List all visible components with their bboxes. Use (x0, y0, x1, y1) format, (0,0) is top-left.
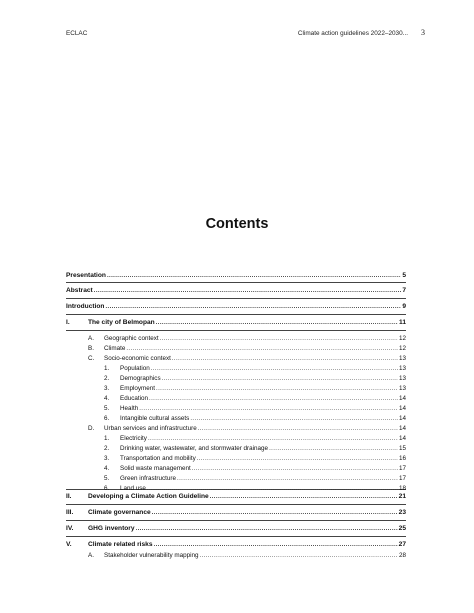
toc-rule (66, 536, 406, 537)
toc-entry-page: 13 (398, 375, 406, 382)
toc-entry-number: 3. (104, 455, 110, 462)
toc-entry-page: 7 (402, 287, 406, 294)
toc-rule (66, 298, 406, 299)
toc-entry-page: 14 (398, 395, 406, 402)
toc-entry-page: 13 (398, 385, 406, 392)
toc-entry[interactable] (66, 415, 406, 425)
toc-entry[interactable] (66, 335, 406, 345)
toc-rule (66, 282, 406, 283)
toc-leader-dots (154, 542, 398, 548)
toc-entry-page: 13 (398, 365, 406, 372)
toc-entry-number: A. (88, 552, 94, 559)
toc-entry-label: Climate (104, 345, 126, 352)
toc-entry[interactable] (66, 425, 406, 435)
toc-entry[interactable] (66, 475, 406, 485)
toc-entry[interactable] (66, 345, 406, 355)
toc-entry[interactable] (66, 552, 406, 562)
toc-entry-page: 14 (398, 425, 406, 432)
toc-entry-label: Developing a Climate Action Guideline (88, 493, 209, 500)
toc-entry[interactable] (66, 355, 406, 365)
toc-entry-label: Demographics (120, 375, 161, 382)
toc-entry[interactable] (66, 541, 406, 551)
toc-entry-label: Presentation (66, 272, 106, 279)
toc-leader-dots (152, 510, 398, 516)
toc-entry-number: III. (66, 509, 74, 516)
toc-entry-label: Electricity (120, 435, 147, 442)
toc-entry-number: 2. (104, 445, 110, 452)
toc-entry-page: 14 (398, 415, 406, 422)
toc-entry[interactable] (66, 493, 406, 503)
toc-entry-page: 12 (398, 345, 406, 352)
toc-entry[interactable] (66, 375, 406, 385)
toc-leader-dots (177, 476, 398, 482)
toc-entry-label: Drinking water, wastewater, and stormwater drainage (120, 445, 269, 452)
toc-leader-dots (139, 406, 398, 412)
toc-leader-dots (190, 416, 398, 422)
toc-entry-page: 5 (402, 272, 406, 279)
toc-entry[interactable] (66, 465, 406, 475)
toc-leader-dots (198, 426, 398, 432)
toc-entry-page: 25 (398, 525, 406, 532)
toc-entry-page: 18 (398, 485, 406, 492)
toc-entry-page: 12 (398, 335, 406, 342)
toc-entry[interactable] (66, 272, 406, 282)
toc-entry-number: 2. (104, 375, 110, 382)
toc-leader-dots (149, 396, 398, 402)
toc-leader-dots (107, 273, 401, 279)
toc-entry-label: Education (120, 395, 149, 402)
toc-entry[interactable] (66, 435, 406, 445)
toc-entry-label: Employment (120, 385, 155, 392)
toc-entry-page: 21 (398, 493, 406, 500)
toc-leader-dots (160, 336, 398, 342)
toc-entry-label: Intangible cultural assets (120, 415, 190, 422)
toc-entry-label: Population (120, 365, 150, 372)
toc-leader-dots (200, 553, 398, 559)
toc-leader-dots (94, 288, 402, 294)
toc-entry-number: I. (66, 319, 70, 326)
toc-leader-dots (172, 356, 398, 362)
toc-rule (66, 520, 406, 521)
toc-entry[interactable] (66, 525, 406, 535)
toc-entry-number: 1. (104, 435, 110, 442)
toc-leader-dots (126, 346, 398, 352)
toc-entry-number: V. (66, 541, 72, 548)
toc-entry-number: 1. (104, 365, 110, 372)
toc-entry-number: IV. (66, 525, 74, 532)
toc-entry-label: Health (120, 405, 139, 412)
toc-leader-dots (136, 526, 398, 532)
toc-entry-label: Land use (120, 485, 146, 492)
toc-leader-dots (151, 366, 398, 372)
toc-entry-label: Climate governance (88, 509, 151, 516)
header-organization: ECLAC (66, 30, 88, 37)
toc-leader-dots (147, 486, 398, 492)
toc-entry-number: 5. (104, 405, 110, 412)
toc-entry[interactable] (66, 303, 406, 313)
toc-entry-number: 5. (104, 475, 110, 482)
toc-entry-label: Solid waste management (120, 465, 191, 472)
toc-leader-dots (192, 466, 398, 472)
toc-leader-dots (197, 456, 398, 462)
toc-entry-page: 27 (398, 541, 406, 548)
toc-entry[interactable] (66, 405, 406, 415)
toc-entry-page: 28 (398, 552, 406, 559)
header-document-title: Climate action guidelines 2022–2030... (297, 30, 408, 37)
toc-entry[interactable] (66, 385, 406, 395)
toc-entry-page: 16 (398, 455, 406, 462)
toc-entry-label: Green infrastructure (120, 475, 176, 482)
toc-entry-number: 3. (104, 385, 110, 392)
toc-entry-page: 13 (398, 355, 406, 362)
toc-entry[interactable] (66, 445, 406, 455)
toc-entry-label: GHG inventory (88, 525, 135, 532)
toc-entry-number: II. (66, 493, 72, 500)
toc-entry-label: Introduction (66, 303, 105, 310)
toc-entry[interactable] (66, 365, 406, 375)
toc-rule (66, 504, 406, 505)
toc-entry-number: C. (88, 355, 95, 362)
toc-entry-page: 14 (398, 435, 406, 442)
toc-entry-number: 4. (104, 465, 110, 472)
toc-entry[interactable] (66, 287, 406, 297)
toc-entry-page: 17 (398, 465, 406, 472)
toc-leader-dots (156, 320, 398, 326)
toc-entry-label: Transportation and mobility (120, 455, 196, 462)
toc-leader-dots (105, 304, 401, 310)
toc-entry-label: Urban services and infrastructure (104, 425, 197, 432)
toc-entry-page: 14 (398, 405, 406, 412)
toc-entry-number: 6. (104, 485, 110, 492)
toc-entry[interactable] (66, 509, 406, 519)
toc-entry[interactable] (66, 395, 406, 405)
toc-entry-number: A. (88, 335, 94, 342)
toc-entry-label: Geographic context (104, 335, 159, 342)
toc-entry-label: Stakeholder vulnerability mapping (104, 552, 199, 559)
toc-entry-page: 15 (398, 445, 406, 452)
toc-entry-number: B. (88, 345, 94, 352)
page-title: Contents (205, 216, 269, 232)
toc-rule (66, 330, 406, 331)
toc-entry-number: D. (88, 425, 95, 432)
toc-entry-label: Climate related risks (88, 541, 153, 548)
toc-entry-number: 4. (104, 395, 110, 402)
toc-entry-label: Socio-economic context (104, 355, 171, 362)
toc-entry[interactable] (66, 319, 406, 329)
toc-entry-page: 11 (399, 319, 406, 326)
toc-leader-dots (269, 446, 398, 452)
toc-entry-label: Abstract (66, 287, 93, 294)
page-number: 3 (421, 28, 425, 37)
toc-entry-page: 17 (398, 475, 406, 482)
toc-leader-dots (162, 376, 398, 382)
toc-leader-dots (148, 436, 398, 442)
toc-entry-page: 23 (398, 509, 406, 516)
toc-entry-number: 6. (104, 415, 110, 422)
toc-leader-dots (210, 494, 398, 500)
toc-rule (66, 314, 406, 315)
toc-leader-dots (156, 386, 398, 392)
toc-entry[interactable] (66, 455, 406, 465)
toc-entry-label: The city of Belmopan (88, 319, 155, 326)
toc-entry-page: 9 (402, 303, 406, 310)
